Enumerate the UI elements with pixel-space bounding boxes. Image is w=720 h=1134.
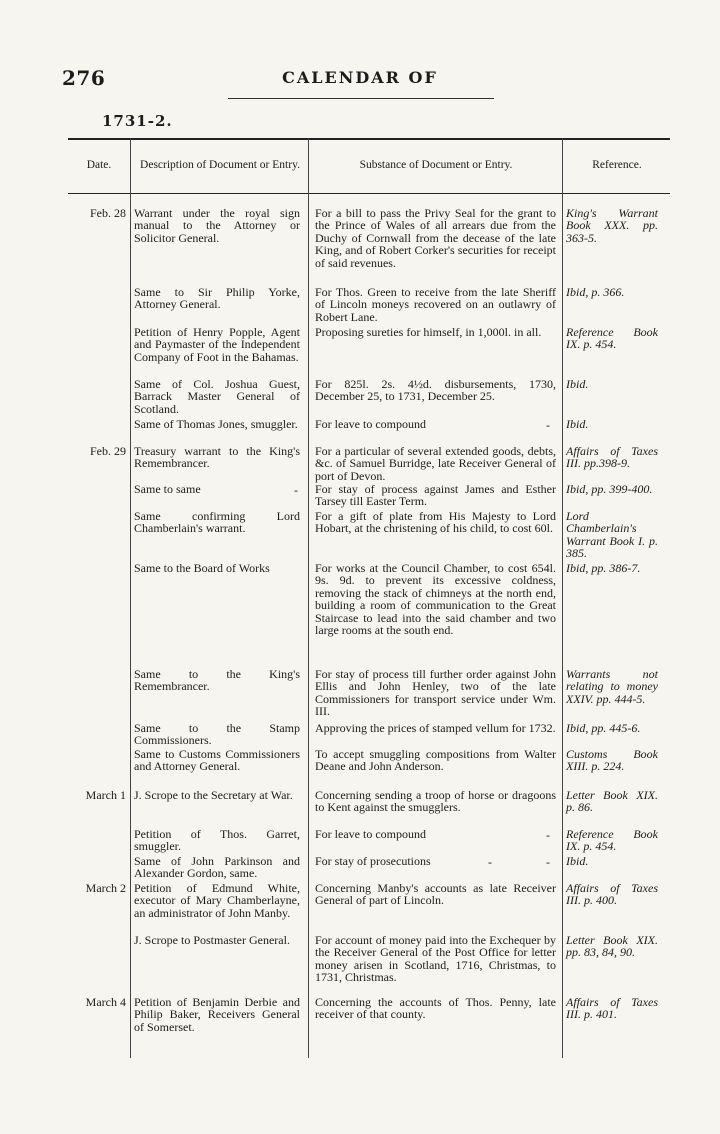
- entry-description: Petition of Henry Popple, Agent and Paymaster of the Independent Company of Foot in the Bahamas.: [134, 325, 300, 364]
- entry-reference: Ibid, pp. 386-7.: [566, 561, 641, 575]
- entry-description: Petition of Edmund White, executor of Mary Chamberlayne, an administrator of John Manby.: [134, 881, 300, 920]
- entry-reference: Reference Book IX. p. 454.: [566, 827, 658, 854]
- entry-date: March 4: [85, 995, 126, 1009]
- entry-reference: Ibid, pp. 445-6.: [566, 721, 641, 735]
- entry-reference: Letter Book XIX. p. 86.: [566, 788, 658, 815]
- entry-date: Feb. 29: [90, 444, 126, 458]
- entry-reference: Ibid, pp. 399-400.: [566, 482, 653, 496]
- entry-reference: Lord Chamberlain's Warrant Book I. p. 385.: [566, 509, 658, 561]
- entry-substance: To accept smuggling compositions from Walter Deane and John Anderson.: [315, 747, 556, 774]
- column-header-date: Date.: [86, 159, 112, 171]
- entry-substance: Proposing sureties for himself, in 1,000l. in all.: [315, 325, 542, 339]
- entry-description: Treasury warrant to the King's Remembrancer.: [134, 444, 300, 471]
- entry-description: Same to same: [134, 482, 201, 496]
- entry-description: Petition of Benjamin Derbie and Philip Baker, Receivers General of Somerset.: [134, 995, 300, 1034]
- table-header-rule: [68, 193, 670, 194]
- entry-description: J. Scrope to the Secretary at War.: [134, 788, 293, 802]
- entry-substance: For works at the Council Chamber, to cost 654l. 9s. 9d. to prevent its excessive coldness, removing the stack of chimneys at the north end, building a room of communication to the Great Staircase to lead into the said chamber and two large rooms at the south end.: [315, 561, 556, 638]
- entry-substance: For 825l. 2s. 4½d. disbursements, 1730, December 25, to 1731, December 25.: [315, 377, 556, 404]
- page-number: 276: [62, 66, 106, 90]
- entry-substance: For stay of process against James and Esther Tarsey till Easter Term.: [315, 482, 556, 509]
- entry-date: Feb. 28: [90, 206, 126, 220]
- entry-reference: Letter Book XIX. pp. 83, 84, 90.: [566, 933, 658, 960]
- column-divider: [130, 138, 131, 1058]
- entry-description: Same confirming Lord Chamberlain's warrant.: [134, 509, 300, 536]
- entry-substance: Concerning the accounts of Thos. Penny, late receiver of that county.: [315, 995, 556, 1022]
- column-header-description: Description of Document or Entry.: [140, 159, 300, 171]
- entry-reference: Ibid, p. 366.: [566, 285, 625, 299]
- entry-substance: Concerning Manby's accounts as late Receiver General of part of Lincoln.: [315, 881, 556, 908]
- entry-substance: Approving the prices of stamped vellum for 1732.: [315, 721, 556, 735]
- entry-description: Same to the Board of Works: [134, 561, 270, 575]
- header-rule: [228, 98, 494, 99]
- entry-reference: Ibid.: [566, 854, 589, 868]
- entry-reference: Reference Book IX. p. 454.: [566, 325, 658, 352]
- entry-description: Same to the King's Remembrancer.: [134, 667, 300, 694]
- entry-description: Same to the Stamp Commissioners.: [134, 721, 300, 748]
- running-head: CALENDAR OF: [282, 68, 438, 87]
- entry-substance: For leave to compound: [315, 417, 426, 431]
- entry-date: March 2: [85, 881, 126, 895]
- column-divider: [308, 138, 309, 1058]
- year-heading: 1731-2.: [102, 112, 173, 130]
- entry-description: Same to Customs Commissioners and Attorney General.: [134, 747, 300, 774]
- entry-reference: Customs Book XIII. p. 224.: [566, 747, 658, 774]
- entry-substance: For leave to compound: [315, 827, 426, 841]
- entry-description: Petition of Thos. Garret, smuggler.: [134, 827, 300, 854]
- entry-substance: For Thos. Green to receive from the late Sheriff of Lincoln moneys recovered on an outlawry of Robert Lane.: [315, 285, 556, 324]
- column-header-reference: Reference.: [592, 159, 642, 171]
- entry-substance: For stay of process till further order against John Ellis and John Henley, two of the late Commissioners for transport service under Wm. III.: [315, 667, 556, 719]
- entry-description: Same of Thomas Jones, smuggler.: [134, 417, 298, 431]
- entry-reference: Affairs of Taxes III. pp.398-9.: [566, 444, 658, 471]
- entry-substance: For a particular of several extended goods, debts, &c. of Samuel Burridge, late Receiver General of port of Devon.: [315, 444, 556, 483]
- entry-description: Same of John Parkinson and Alexander Gordon, same.: [134, 854, 300, 881]
- entry-reference: Affairs of Taxes III. p. 400.: [566, 881, 658, 908]
- entry-substance: For a gift of plate from His Majesty to Lord Hobart, at the christening of his child, to cost 60l.: [315, 509, 556, 536]
- entry-description: J. Scrope to Postmaster General.: [134, 933, 290, 947]
- entry-description: Same of Col. Joshua Guest, Barrack Master General of Scotland.: [134, 377, 300, 416]
- entry-substance: For account of money paid into the Exchequer by the Receiver General of the Post Office for letter money arisen in Scotland, 1716, Christmas, to 1731, Christmas.: [315, 933, 556, 985]
- entry-reference: Ibid.: [566, 377, 589, 391]
- calendar-table: Date. Description of Document or Entry. Substance of Document or Entry. Reference. Feb. 28 Warrant under the royal sign manual to the Attorney or Solicitor General. For a bill to pass the Privy Seal for the grant to the Prince of Wales of all arrears due from the Duchy of Cornwall from the decease of the late King, and of Robert Corker's securities for receipt of said revenues. King's Warrant Book XXX. pp. 363-5. Same to Sir Philip Yorke, Attorney General. For Thos. Green to receive from the late Sheriff of Lincoln moneys recovered on an outlawry of Robert Lane. Ibid, p. 366. Petition of Henry Popple, Agent and Paymaster of the Independent Company of Foot in the Bahamas. Proposing sureties for himself, in 1,000l. in all. Reference Book IX. p. 454. Same of Col. Joshua Guest, Barrack Master General of Scotland. For 825l. 2s. 4½d. disbursements, 1730, December 25, to 1731, December 25. Ibid. Same of Thomas Jones, smuggler. For leave to compound - Ibid. Feb. 29 Treasury warrant to the King's Remembrancer. For a particular of several extended goods, debts, &c. of Samuel Burridge, late Receiver General of port of Devon. Affairs of Taxes III. pp.398-9. Same to same - For stay of process against James and Esther Tarsey till Easter Term. Ibid, pp. 399-400. Same confirming Lord Chamberlain's warrant. For a gift of plate from His Majesty to Lord Hobart, at the christening of his child, to cost 60l. Lord Chamberlain's Warrant Book I. p. 385. Same to the Board of Works For works at the Council Chamber, to cost 654l. 9s. 9d. to prevent its excessive coldness, removing the stack of chimneys at the north end, building a room of communication to the Great Staircase to lead into the said chamber and two large rooms at the south end. Ibid, pp. 386-7. Same to the King's Remembrancer. For stay of process till further order against John Ellis and John Henley, two of the late Commissioners for transport service under Wm. III. Warrants not relating to money XXIV. pp. 444-5. Same to the Stamp Commissioners. Approving the prices of stamped vellum for 1732. Ibid, pp. 445-6. Same to Customs Commissioners and Attorney General. To accept smuggling compositions from Walter Deane and John Anderson. Customs Book XIII. p. 224. March 1 J. Scrope to the Secretary at War. Concerning sending a troop of horse or dragoons to Kent against the smugglers. Letter Book XIX. p. 86. Petition of Thos. Garret, smuggler. For leave to compound - Reference Book IX. p. 454. Same of John Parkinson and Alexander Gordon, same. For stay of prosecutions - - Ibid. March 2 Petition of Edmund White, executor of Mary Chamberlayne, an administrator of John Manby. Concerning Manby's accounts as late Receiver General of part of Lincoln. Affairs of Taxes III. p. 400. J. Scrope to Postmaster General. For account of money paid into the Exchequer by the Receiver General of the Post Office for letter money arisen in Scotland, 1716, Christmas, to 1731, Christmas. Letter Book XIX. pp. 83, 84, 90. March 4 Petition of Benjamin Derbie and Philip Baker, Receivers General of Somerset. Concerning the accounts of Thos. Penny, late receiver of that county. Affairs of Taxes III. p. 401.: [68, 138, 670, 1058]
- entry-description: Same to Sir Philip Yorke, Attorney General.: [134, 285, 300, 312]
- entry-date: March 1: [85, 788, 126, 802]
- entry-reference: Affairs of Taxes III. p. 401.: [566, 995, 658, 1022]
- entry-substance: Concerning sending a troop of horse or dragoons to Kent against the smugglers.: [315, 788, 556, 815]
- column-divider: [562, 138, 563, 1058]
- entry-reference: Warrants not relating to money XXIV. pp. 444-5.: [566, 667, 658, 706]
- entry-reference: Ibid.: [566, 417, 589, 431]
- entry-substance: For stay of prosecutions: [315, 854, 431, 868]
- entry-reference: King's Warrant Book XXX. pp. 363-5.: [566, 206, 658, 245]
- entry-substance: For a bill to pass the Privy Seal for the grant to the Prince of Wales of all arrears due from the Duchy of Cornwall from the decease of the late King, and of Robert Corker's securities for receipt of said revenues.: [315, 206, 556, 270]
- column-header-substance: Substance of Document or Entry.: [359, 159, 513, 171]
- entry-description: Warrant under the royal sign manual to the Attorney or Solicitor General.: [134, 206, 300, 245]
